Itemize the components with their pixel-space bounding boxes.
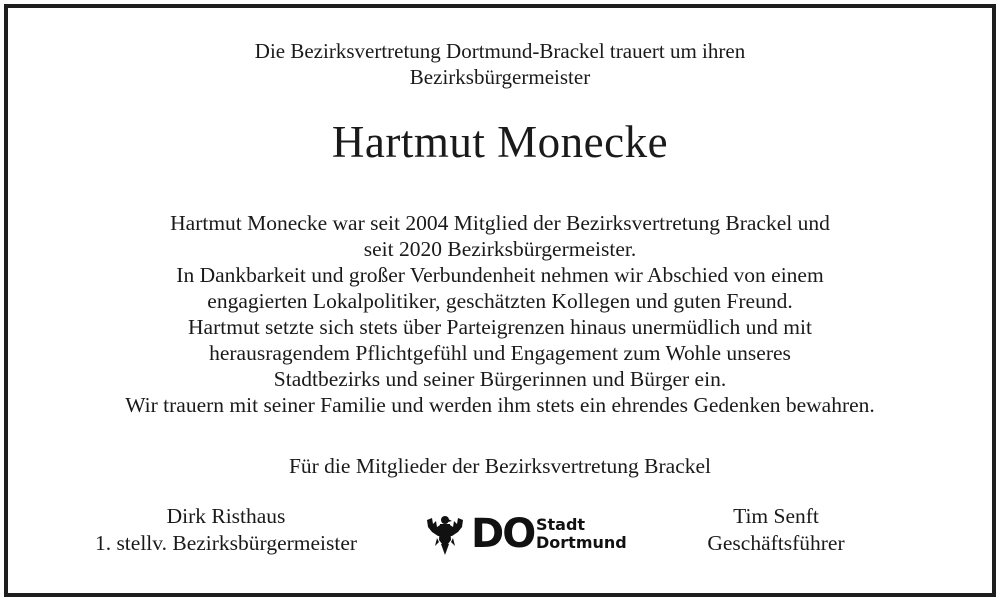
signature-name: Tim Senft [733,504,819,528]
body-line: Wir trauern mit seiner Familie und werden ihm stets ein ehrendes Gedenken bewahren. [125,393,875,417]
body-line: herausragendem Pflichtgefühl und Engagement zum Wohle unseres [209,341,791,365]
intro-text [0,38,1000,90]
signature-left [56,503,396,557]
signature-title: Geschäftsführer [707,531,845,555]
signatory-line: Für die Mitglieder der Bezirksvertretung Brackel [288,454,712,478]
eagle-icon [424,512,466,556]
body-line: engagierten Lokalpolitiker, geschätzten Kollegen und guten Freund. [207,289,793,313]
obituary-body [0,210,1000,418]
intro-line: Bezirksbürgermeister [409,65,591,89]
intro-line: Die Bezirksvertretung Dortmund-Brackel trauert um ihren [254,39,746,63]
body-line: In Dankbarkeit und großer Verbundenheit nehmen wir Abschied von einem [176,263,824,287]
signature-right [666,503,886,557]
signature-title: 1. stellv. Bezirksbürgermeister [94,531,358,555]
logo-mark: DO [471,511,535,557]
body-line: Stadtbezirks und seiner Bürgerinnen und Bürger ein. [273,367,727,391]
body-line: seit 2020 Bezirksbürgermeister. [363,237,637,261]
logo-line: Dortmund [536,533,627,552]
logo-wordmark [536,516,627,552]
body-line: Hartmut Monecke war seit 2004 Mitglied der Bezirksvertretung Brackel und [170,211,830,235]
logo-line: Stadt [536,515,586,534]
body-line: Hartmut setzte sich stets über Parteigrenzen hinaus unermüdlich und mit [188,315,812,339]
deceased-name: Hartmut Monecke [331,117,669,167]
stadt-dortmund-logo [424,512,636,558]
signature-name: Dirk Risthaus [166,504,286,528]
